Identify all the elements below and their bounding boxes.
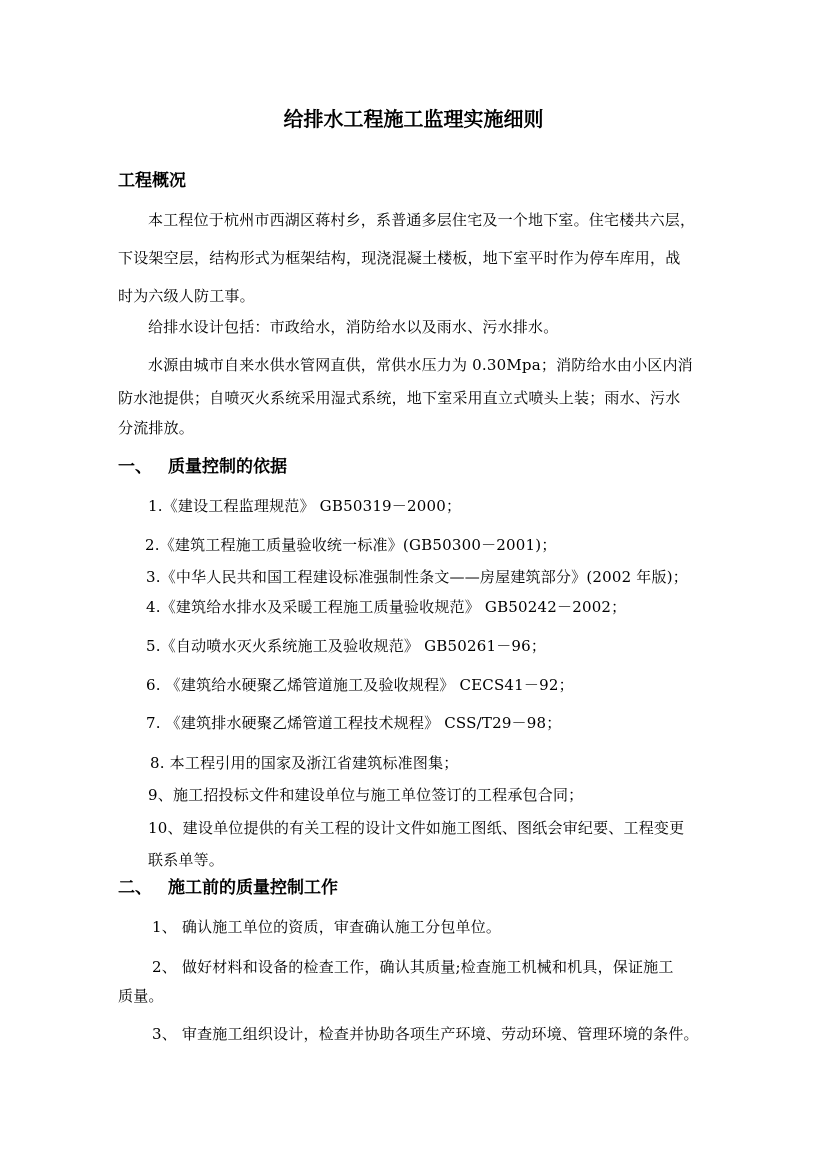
section1-item: 4.《建筑给水排水及采暖工程施工质量验收规范》 GB50242－2002；: [146, 598, 627, 616]
section1-item: 联系单等。: [148, 851, 225, 869]
section1-title: 质量控制的依据: [168, 457, 287, 477]
section2-item: 3、 审查施工组织设计，检查并协助各项生产环境、劳动环境、管理环境的条件。: [152, 1025, 699, 1043]
section2-item: 2、 做好材料和设备的检查工作，确认其质量;检查施工机械和机具，保证施工: [152, 958, 674, 976]
section1-item: 8. 本工程引用的国家及浙江省建筑标准图集；: [150, 754, 459, 772]
section1-heading: [118, 456, 287, 478]
overview-para3-line3: 分流排放。: [118, 419, 195, 437]
overview-para1-line3: 时为六级人防工事。: [118, 287, 255, 305]
section1-item: 5.《自动喷水灭火系统施工及验收规范》 GB50261－96；: [146, 637, 547, 655]
section1-number: 一、: [118, 457, 152, 477]
document-title: 给排水工程施工监理实施细则: [283, 107, 544, 131]
section1-item: 9、施工招投标文件和建设单位与施工单位签订的工程承包合同；: [148, 786, 584, 804]
overview-para3-line1: 水源由城市自来水供水管网直供，常供水压力为 0.30Mpa；消防给水由小区内消: [148, 356, 693, 374]
section2-item: 1、 确认施工单位的资质，审查确认施工分包单位。: [152, 918, 502, 936]
section1-item: 7. 《建筑排水硬聚乙烯管道工程技术规程》 CSS/T29－98；: [146, 714, 562, 732]
overview-heading: 工程概况: [118, 171, 186, 191]
section2-heading: [118, 877, 338, 899]
overview-para2: 给排水设计包括：市政给水，消防给水以及雨水、污水排水。: [148, 318, 559, 336]
section1-item: 3.《中华人民共和国工程建设标准强制性条文——房屋建筑部分》(2002 年版)；: [146, 568, 688, 586]
overview-para1-line2: 下设架空层，结构形式为框架结构，现浇混凝土楼板，地下室平时作为停车库用，战: [118, 249, 681, 267]
section2-number: 二、: [118, 878, 152, 898]
overview-para1-line1: 本工程位于杭州市西湖区蒋村乡，系普通多层住宅及一个地下室。住宅楼共六层，: [148, 211, 696, 229]
section1-item: 10、建设单位提供的有关工程的设计文件如施工图纸、图纸会审纪要、工程变更: [148, 819, 685, 837]
section1-item: 1.《建设工程监理规范》 GB50319－2000；: [148, 497, 462, 515]
section2-item: 质量。: [118, 987, 164, 1005]
overview-para3-line2: 防水池提供；自喷灭火系统采用湿式系统，地下室采用直立式喷头上装；雨水、污水: [118, 389, 681, 407]
section2-title: 施工前的质量控制工作: [168, 878, 338, 898]
section1-item: 6. 《建筑给水硬聚乙烯管道施工及验收规程》 CECS41－92；: [146, 676, 574, 694]
section1-item: 2.《建筑工程施工质量验收统一标准》(GB50300－2001)；: [145, 536, 557, 554]
